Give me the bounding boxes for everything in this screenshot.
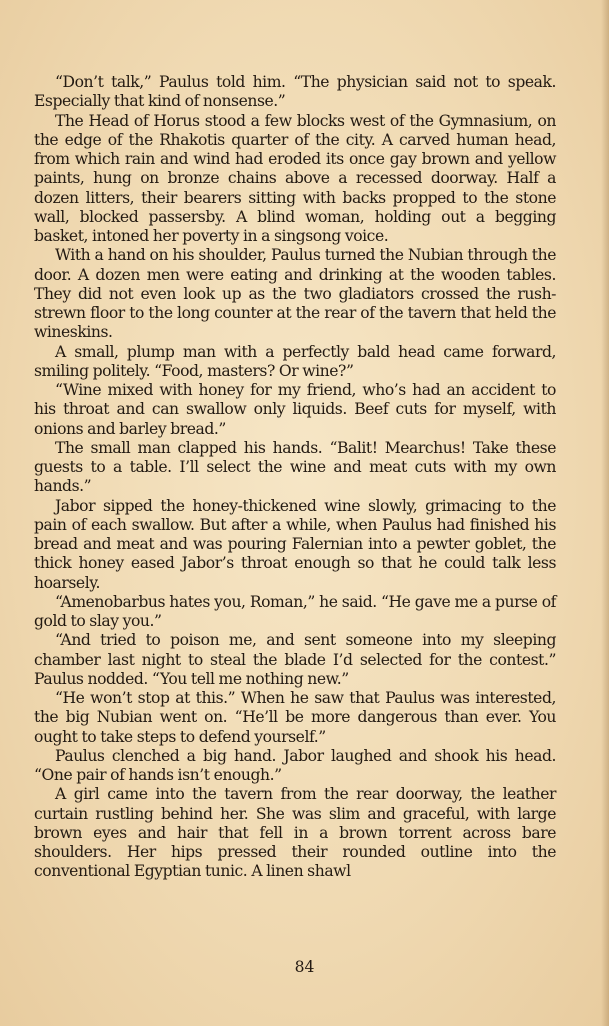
- paragraph: “He won’t stop at this.” When he saw that Paulus was interested, the big Nubian went on. “He’ll be more dangerous than ever. You ought to take steps to defend yourself.”: [34, 689, 556, 746]
- paragraph: Jabor sipped the honey-thickened wine slowly, grimacing to the pain of each swallow. But after a while, when Paulus had finished his bread and meat and was pouring Falernian into a pewter goblet, the thick honey eased Jabor’s throat enough so that he could talk less hoarsely.: [34, 496, 556, 592]
- paragraph: “And tried to poison me, and sent someone into my sleeping chamber last night to steal the blade I’d selected for the contest.” Paulus nodded. “You tell me nothing new.”: [34, 631, 556, 688]
- paragraph: “Don’t talk,” Paulus told him. “The physician said not to speak. Especially that kind of nonsense.”: [34, 73, 556, 111]
- paragraph: The Head of Horus stood a few blocks west of the Gymnasium, on the edge of the Rhakotis quarter of the city. A carved human head, from which rain and wind had eroded its once gay brown and yellow paints, hung on bronze chains above a recessed doorway. Half a dozen litters, their bearers sitting with backs propped to the stone wall, blocked passersby. A blind woman, holding out a begging basket, intoned her poverty in a singsong voice.: [34, 111, 556, 245]
- paragraph: A small, plump man with a perfectly bald head came forward, smiling politely. “Food, masters? Or wine?”: [34, 342, 556, 380]
- paragraph: “Wine mixed with honey for my friend, who’s had an accident to his throat and can swallow only liquids. Beef cuts for myself, with onions and barley bread.”: [34, 381, 556, 438]
- paragraph: Paulus clenched a big hand. Jabor laughed and shook his head. “One pair of hands isn’t enough.”: [34, 746, 556, 784]
- paragraph: With a hand on his shoulder, Paulus turned the Nubian through the door. A dozen men were eating and drinking at the wooden tables. They did not even look up as the two gladiators crossed the rush-strewn floor to the long counter at the rear of the tavern that held the wineskins.: [34, 246, 556, 342]
- paragraph: A girl came into the tavern from the rear doorway, the leather curtain rustling behind her. She was slim and graceful, with large brown eyes and hair that fell in a brown torrent across bare shoulders. Her hips pressed their rounded outline into the conventional Egyptian tunic. A linen shawl: [34, 785, 556, 881]
- paragraph: The small man clapped his hands. “Balit! Mearchus! Take these guests to a table. I’ll select the wine and meat cuts with my own hands.”: [34, 438, 556, 496]
- page-number: 84: [294, 958, 315, 976]
- paragraph: “Amenobarbus hates you, Roman,” he said. “He gave me a purse of gold to slay you.”: [34, 592, 556, 630]
- body-text: [34, 73, 556, 882]
